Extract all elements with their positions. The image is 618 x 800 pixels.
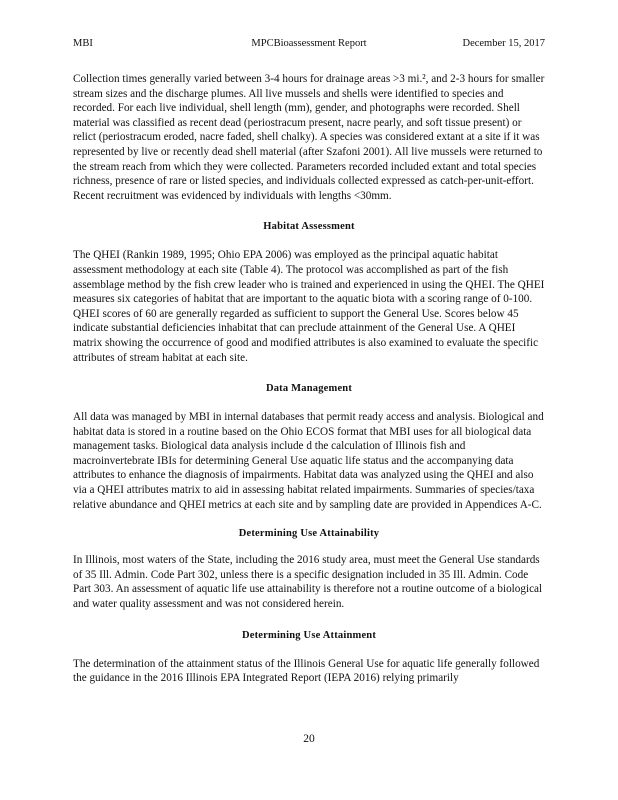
page-header — [73, 38, 545, 52]
paragraph-use-attainment: The determination of the attainment status of the Illinois General Use for aquatic life generally followed the guidance in the 2016 Illinois EPA Integrated Report (IEPA 2016) relying primarily — [73, 657, 540, 685]
header-date: December 15, 2017 — [462, 38, 545, 49]
heading-use-attainability: Determining Use Attainability — [238, 528, 380, 540]
header-title: MPCBioassessment Report — [251, 38, 367, 49]
heading-use-attainment: Determining Use Attainment — [241, 629, 377, 641]
page-body — [73, 72, 545, 686]
header-org: MBI — [73, 38, 93, 49]
paragraph-collection-times: Collection times generally varied between 3-4 hours for drainage areas >3 mi.², and 2-3 hours for smaller stream sizes and the discharge plumes. All live mussels and shells were identified to species and recorded. For each live individual, shell length (mm), gender, and photographs were recorded. Shell material was classified as recent dead (periostracum present, nacre pearly, and soft tissue present) or relict (periostracum eroded, nacre faded, shell chalky). A species was considered extant at a site if it was represented by live or recently dead shell material (after Szafoni 2001). All live mussels were returned to the stream reach from which they were collected. Parameters recorded included extant and total species richness, presence of rare or listed species, and individuals collected expressed as catch-per-unit-effort. Recent recruitment was evidenced by individuals with lengths <30mm. — [73, 73, 545, 202]
paragraph-data-management: All data was managed by MBI in internal databases that permit ready access and analysis. Biological and habitat data is stored in a routine based on the Ohio ECOS format that MBI uses for all biological data management tasks. Biological data analysis include d the calculation of Illinois fish and macroinvertebrate IBIs for determining General Use aquatic life status and the accompanying data attributes to enhance the diagnosis of impairments. Habitat data was analyzed using the QHEI and also via a QHEI attributes matrix to aid in assessing habitat related impairments. Summaries of species/taxa relative abundance and QHEI metrics at each site and by sampling date are provided in Appendices A-C. — [73, 411, 544, 511]
heading-habitat-assessment: Habitat Assessment — [263, 221, 355, 233]
paragraph-habitat-assessment: The QHEI (Rankin 1989, 1995; Ohio EPA 2006) was employed as the principal aquatic habitat assessment methodology at each site (Table 4). The protocol was accomplished as part of the fish assemblage method by the fish crew leader who is trained and experienced in using the QHEI. The QHEI measures six categories of habitat that are important to the aquatic biota with a scoring range of 0-100. QHEI scores of 60 are generally regarded as sufficient to support the General Use. Scores below 45 indicate substantial deficiencies inhabitat that can preclude attainment of the General Use. A QHEI matrix showing the occurrence of good and modified attributes is also examined to evaluate the specific attributes of stream habitat at each site. — [73, 249, 545, 364]
heading-data-management: Data Management — [265, 383, 353, 395]
page-number: 20 — [303, 733, 315, 745]
paragraph-use-attainability: In Illinois, most waters of the State, including the 2016 study area, must meet the General Use standards of 35 Ill. Admin. Code Part 302, unless there is a specific designation included in 35 Ill. Admin. Code Part 303. An assessment of aquatic life use attainability is therefore not a routine outcome of a biological and water quality assessment and was not considered herein. — [73, 554, 543, 611]
